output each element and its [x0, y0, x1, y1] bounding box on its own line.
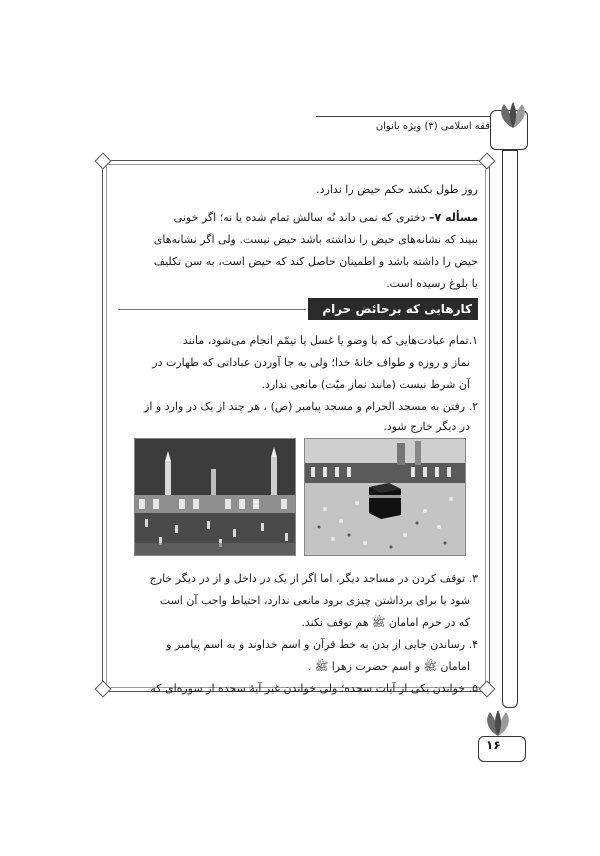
page-number: ۱۶ — [486, 738, 501, 752]
prophet-mosque-photo — [134, 438, 296, 556]
list-item-line: در دیگر خارج شود. — [383, 420, 470, 433]
running-header-title: فقه اسلامی (۳) ویژه بانوان — [375, 121, 490, 132]
issue-7-line: حیض را داشته باشد و اطمینان حاصل کند که حیض است، به سن تکلیف — [153, 255, 478, 268]
issue-7-line — [118, 207, 478, 229]
section-heading: کارهایی که برحائض حرام است — [308, 298, 478, 320]
side-decorative-bar — [502, 150, 518, 708]
list-item-line: امامان ﷺ و اسم حضرت زهرا ﷺ . — [307, 660, 470, 673]
issue-text: دختری که نمی داند نُه سالش تمام شده یا نه؛ اگر خونی — [173, 211, 426, 224]
leaf-ornament-icon — [496, 100, 530, 130]
kaaba-photo — [304, 438, 466, 556]
list-item-line: ۱.تمام عبادت‌هایی که با وضو یا غسل یا تیمّم انجام می‌شود، مانند — [182, 334, 478, 347]
issue-7-line: یا بلوغ رسیده است. — [386, 277, 478, 290]
list-item-line: شود یا برای برداشتن چیزی برود مانعی ندارد، احتیاط واجب آن است — [159, 594, 470, 607]
list-item-line: ۴. رساندن جایی از بدن به خط قرآن و اسم خداوند و به اسم پیامبر و — [166, 638, 478, 651]
list-item-line: ۵. خواندن یکی از آیات سجده؛ ولی خواندن غیر آیهٔ سجده از سوره‌ای که — [150, 682, 478, 695]
list-item-line: ۳. توقف کردن در مساجد دیگر، اما اگر از یک در داخل و از در دیگر خارج — [149, 572, 478, 585]
list-item-line: آن شرط نیست (مانند نماز میّت) مانعی ندارد. — [261, 378, 470, 391]
issue-7-line: ببیند که نشانه‌های حیض را نداشته باشد حیض نیست. ولی اگر نشانه‌های — [153, 233, 478, 246]
list-item-line: که در حرم امامان ﷺ هم توقف نکند. — [301, 616, 470, 629]
list-item-line: ۲. رفتن به مسجد الحرام و مسجد پیامبر (ص) ، هر چند از یک در وارد و از — [144, 400, 478, 413]
heading-rule — [118, 309, 306, 310]
issue-label: مسأله ۷– — [429, 211, 478, 224]
leaf-ornament-icon — [480, 708, 516, 738]
paragraph-line: روز طول بکشد حکم حیض را ندارد. — [316, 183, 478, 196]
header-rule — [316, 116, 494, 117]
list-item-line: نماز و روزه و طواف خانهٔ خدا؛ ولی به جا آوردن عباداتی که طهارت در — [152, 356, 470, 369]
